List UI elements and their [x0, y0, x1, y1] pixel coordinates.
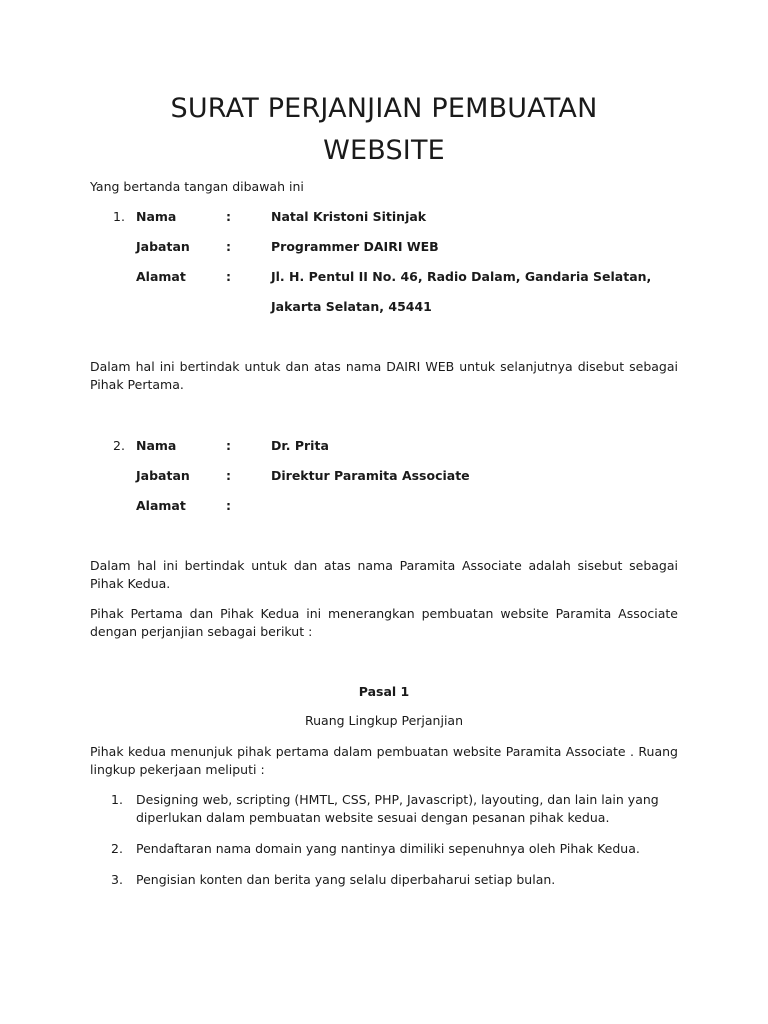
party1-name-label: Nama: [136, 209, 177, 224]
party2-position-label: Jabatan: [136, 468, 190, 483]
document-title: [90, 88, 678, 172]
party1-address-line2: Jakarta Selatan, 45441: [271, 299, 432, 314]
party2-address-colon: :: [226, 498, 231, 513]
party2-name-colon: :: [226, 438, 231, 453]
party1-position-label: Jabatan: [136, 239, 190, 254]
party2-address-label: Alamat: [136, 498, 186, 513]
party1-position-colon: :: [226, 239, 231, 254]
party1-address-colon: :: [226, 269, 231, 284]
scope-item-number: 1.: [111, 792, 123, 807]
title-line-1: SURAT PERJANJIAN PEMBUATAN: [170, 93, 598, 124]
scope-item-number: 3.: [111, 872, 123, 887]
party2-name-value: Dr. Prita: [271, 438, 329, 453]
scope-item: Pendaftaran nama domain yang nantinya dimiliki sepenuhnya oleh Pihak Kedua.: [136, 841, 640, 856]
pasal1-heading: Pasal 1: [358, 684, 410, 699]
party1-name-colon: :: [226, 209, 231, 224]
scope-item: Designing web, scripting (HMTL, CSS, PHP, Javascript), layouting, dan lain lain yang diperlukan dalam pembuatan website sesuai dengan pesanan pihak kedua.: [136, 792, 659, 825]
party1-statement: Dalam hal ini bertindak untuk dan atas nama DAIRI WEB untuk selanjutnya disebut sebagai Pihak Pertama.: [90, 359, 678, 392]
pasal1-subheading: Ruang Lingkup Perjanjian: [304, 713, 464, 728]
party2-position-colon: :: [226, 468, 231, 483]
party1-address-line1: Jl. H. Pentul II No. 46, Radio Dalam, Gandaria Selatan,: [271, 269, 652, 284]
pasal1-body: Pihak kedua menunjuk pihak pertama dalam pembuatan website Paramita Associate . Ruang lingkup pekerjaan meliputi :: [90, 744, 678, 777]
title-line-2: WEBSITE: [323, 135, 445, 166]
scope-item: Pengisian konten dan berita yang selalu diperbaharui setiap bulan.: [136, 872, 556, 887]
party1-name-value: Natal Kristoni Sitinjak: [271, 209, 427, 224]
agreement-statement: Pihak Pertama dan Pihak Kedua ini menerangkan pembuatan website Paramita Associate dengan perjanjian sebagai berikut :: [90, 606, 678, 639]
party2-statement: Dalam hal ini bertindak untuk dan atas nama Paramita Associate adalah sisebut sebagai Pihak Kedua.: [90, 558, 678, 591]
party2-name-label: Nama: [136, 438, 177, 453]
party2-number: 2.: [113, 438, 125, 453]
intro-text: Yang bertanda tangan dibawah ini: [90, 179, 304, 194]
party2-position-value: Direktur Paramita Associate: [271, 468, 470, 483]
party1-address-label: Alamat: [136, 269, 186, 284]
party1-number: 1.: [113, 209, 125, 224]
scope-item-number: 2.: [111, 841, 123, 856]
party1-position-value: Programmer DAIRI WEB: [271, 239, 439, 254]
